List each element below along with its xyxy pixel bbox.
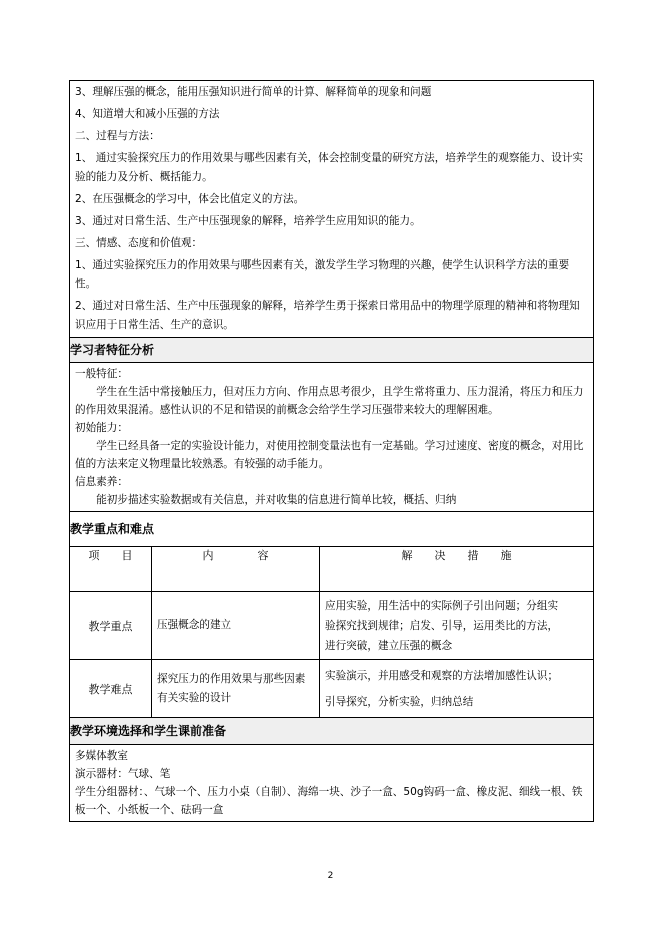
environment-line: 多媒体教室: [75, 750, 128, 762]
environment-content: [70, 745, 593, 821]
key-points-heading: 教学重点和难点: [70, 512, 594, 547]
key-points-header-row: [70, 547, 594, 592]
col-item-header: 项 目: [70, 547, 152, 592]
page-number: 2: [327, 871, 334, 881]
environment-line: 学生分组器材：、气球一个、压力小桌（自制）、海绵一块、沙子一盒、50g钩码一盒、橡皮泥、细线一根、铁板一个、小纸板一个、砝码一盒: [75, 786, 583, 816]
learner-row: [70, 363, 594, 512]
emotion-item: 2、通过对日常生活、生产中压强现象的解释，培养学生勇于探索日常用品中的物理学原理的精神和将物理知识应用于日常生活、生产的意识。: [75, 300, 580, 331]
environment-heading-row: [70, 718, 594, 745]
initial-text: 学生已经具备一定的实验设计能力，对使用控制变量法也有一定基础。学习过速度、密度的概念，对用比值的方法来定义物理量比较熟悉。有较强的动手能力。: [75, 440, 584, 470]
process-item: 3、通过对日常生活、生产中压强现象的解释，培养学生应用知识的能力。: [75, 215, 421, 227]
measure-line: 验探究找到规律；启发、引导，运用类比的方法，: [325, 619, 559, 632]
goals-content: [70, 81, 593, 337]
info-label: 信息素养：: [75, 476, 128, 488]
row-item: 教学重点: [70, 592, 152, 660]
row-item: 教学难点: [70, 660, 152, 718]
measure-line: 引导探究，分析实验，归纳总结: [325, 695, 474, 708]
row-content: 压强概念的建立: [157, 619, 232, 631]
environment-row: [70, 745, 594, 822]
row-measure: [320, 594, 593, 658]
general-label: 一般特征：: [75, 368, 128, 380]
process-heading: 二、过程与方法：: [75, 130, 160, 142]
general-text: 学生在生活中常接触压力，但对压力方向、作用点思考很少，且学生常将重力、压力混淆，将压力和压力的作用效果混淆。感性认识的不足和错误的前概念会给学生学习压强带来较大的理解困难。: [75, 386, 584, 416]
process-item: 2、在压强概念的学习中，体会比值定义的方法。: [75, 193, 305, 205]
col-content-header: 内 容: [152, 547, 320, 592]
col-measure-header: 解 决 措 施: [320, 547, 594, 592]
info-text: 能初步描述实验数据或有关信息，并对收集的信息进行简单比较，概括、归纳: [96, 494, 457, 506]
key-points-heading-row: [70, 512, 594, 547]
learner-heading: 学习者特征分析: [70, 338, 594, 363]
measure-line: 应用实验，用生活中的实际例子引出问题；分组实: [325, 599, 559, 612]
measure-line: 实验演示，并用感受和观察的方法增加感性认识；: [325, 669, 559, 682]
table-row: [70, 592, 594, 660]
measure-line: 进行突破，建立压强的概念: [325, 639, 453, 652]
row-measure: [320, 661, 593, 717]
initial-label: 初始能力：: [75, 422, 128, 434]
environment-line: 演示器材：气球、笔: [75, 768, 171, 780]
knowledge-item: 3、理解压强的概念，能用压强知识进行简单的计算、解释简单的现象和问题: [75, 86, 432, 98]
environment-heading: 教学环境选择和学生课前准备: [70, 718, 594, 745]
row-content: 探究压力的作用效果与那些因素有关实验的设计: [157, 672, 306, 704]
goals-row: [70, 81, 594, 338]
learner-content: [70, 363, 593, 511]
learner-heading-row: [70, 338, 594, 363]
process-item: 1、 通过实验探究压力的作用效果与哪些因素有关，体会控制变量的研究方法，培养学生的观察能力、设计实验的能力及分析、概括能力。: [75, 152, 584, 183]
table-row: [70, 660, 594, 718]
emotion-heading: 三、情感、态度和价值观：: [75, 237, 203, 249]
emotion-item: 1、通过实验探究压力的作用效果与哪些因素有关，激发学生学习物理的兴趣，使学生认识科学方法的重要性。: [75, 259, 570, 290]
knowledge-item: 4、知道增大和减小压强的方法: [75, 108, 220, 120]
lesson-plan-table: [69, 80, 594, 822]
